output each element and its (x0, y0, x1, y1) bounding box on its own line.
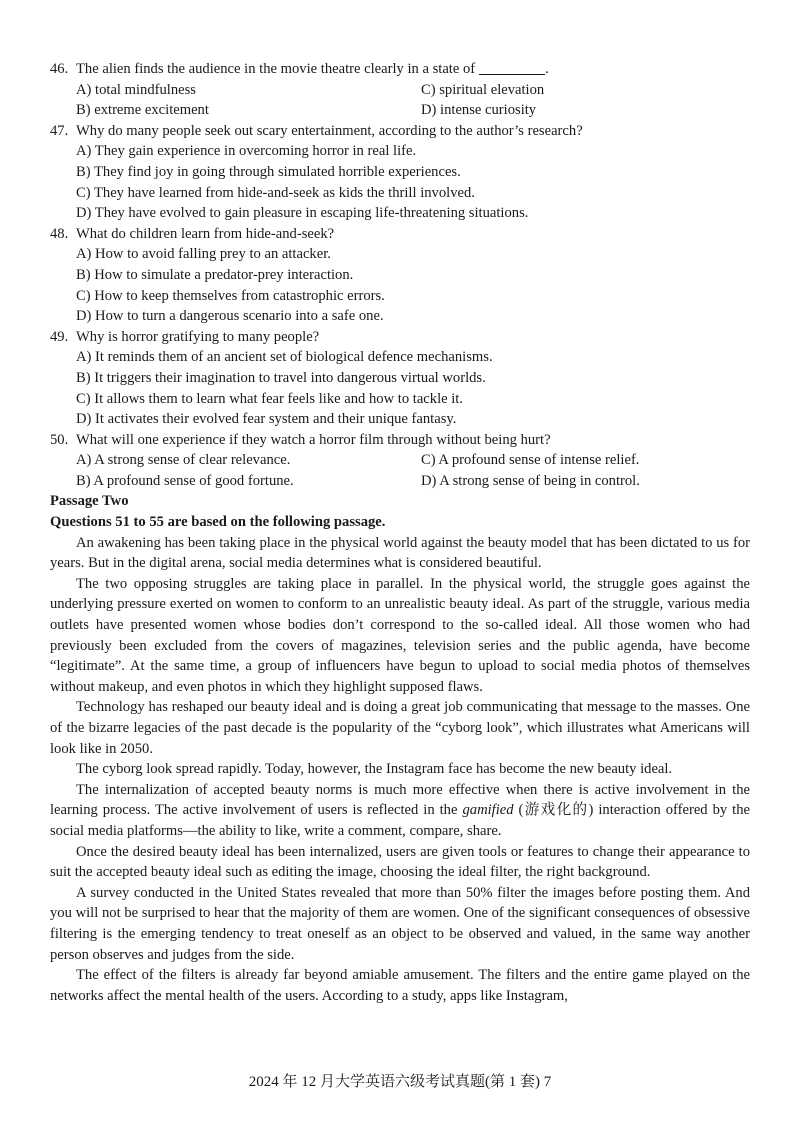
option-d: D) intense curiosity (421, 102, 537, 119)
options-row (50, 450, 750, 471)
gamified-term: gamified (462, 802, 514, 819)
question-number: 46. (50, 61, 69, 77)
paragraph-3: Technology has reshaped our beauty ideal and is doing a great job communicating that message to the masses. One of the bizarre legacies of the past decade is the popularity of the “cyborg look”, which illustrates what Americans will look like in 2050. (50, 699, 750, 757)
question-stem: What do children learn from hide-and-seek? (76, 225, 335, 242)
exam-page (50, 59, 750, 1006)
question-46: 46. The alien finds the audience in the movie theatre clearly in a state of . (50, 59, 750, 80)
option-b: B) How to simulate a predator-prey interaction. (76, 266, 354, 283)
option-c: C) How to keep themselves from catastrophic errors. (76, 287, 385, 304)
option-b: B) A profound sense of good fortune. (76, 472, 294, 489)
paragraph-4: The cyborg look spread rapidly. Today, however, the Instagram face has become the new beauty ideal. (76, 761, 673, 778)
question-stem: The alien finds the audience in the movie theatre clearly in a state of (76, 61, 476, 77)
passage-title: Passage Two (50, 493, 129, 510)
paragraph-1: An awakening has been taking place in the physical world against the beauty model that has been dictated to us for years. But in the digital arena, social media determines what is considered beautiful. (50, 534, 750, 572)
option-c: C) It allows them to learn what fear feels like and how to tackle it. (76, 390, 464, 407)
option-b: B) It triggers their imagination to travel into dangerous virtual worlds. (76, 369, 486, 386)
paragraph-5: The internalization of accepted beauty norms is much more effective when there is active involvement in the learning process. The active involvement of users is reflected in the gamified (游戏化的) interaction offered by the social media platforms—the ability to like, write a comment, compare, share. (50, 781, 751, 839)
paragraph-6: Once the desired beauty ideal has been internalized, users are given tools or features to change their appearance to suit the accepted beauty ideal such as editing the image, choosing the ideal filter, the right background. (50, 843, 750, 881)
option-b: B) extreme excitement (76, 102, 209, 119)
question-49 (50, 327, 750, 348)
option-a: A) total mindfulness (76, 81, 196, 98)
options-row (50, 100, 750, 121)
option-d: D) It activates their evolved fear system and their unique fantasy. (76, 411, 457, 428)
paragraph-8: The effect of the filters is already far beyond amiable amusement. The filters and the entire game played on the networks affect the mental health of the users. According to a study, apps like Instagram, (50, 967, 750, 1004)
page-footer: 2024 年 12 月大学英语六级考试真题(第 1 套) 7 (248, 1074, 552, 1090)
answer-blank (479, 60, 545, 75)
option-b: B) They find joy in going through simulated horrible experiences. (76, 163, 461, 180)
paragraph-7: A survey conducted in the United States revealed that more than 50% filter the images before posting them. And you will not be surprised to hear that the majority of them are women. One of the significant consequences of obsessive filtering is the emerging tendency to treat oneself as an object to be observed and valued, in the same way another person observes and judges from the side. (50, 884, 750, 963)
question-number: 49. (50, 328, 69, 345)
question-stem: Why is horror gratifying to many people? (76, 328, 320, 345)
options-row (50, 80, 750, 101)
question-number: 48. (50, 225, 69, 242)
question-48 (50, 224, 750, 245)
option-c: C) They have learned from hide-and-seek as kids the thrill involved. (76, 184, 475, 201)
option-c: C) spiritual elevation (421, 81, 545, 98)
question-stem: What will one experience if they watch a horror film through without being hurt? (76, 431, 551, 448)
options-row (50, 471, 750, 492)
option-c: C) A profound sense of intense relief. (421, 452, 640, 469)
question-50 (50, 430, 750, 451)
option-a: A) It reminds them of an ancient set of biological defence mechanisms. (76, 349, 493, 366)
question-number: 50. (50, 431, 69, 448)
question-47 (50, 121, 750, 142)
question-stem: Why do many people seek out scary entertainment, according to the author’s research? (76, 122, 583, 139)
question-number: 47. (50, 122, 69, 139)
option-a: A) How to avoid falling prey to an attacker. (76, 246, 331, 263)
option-d: D) A strong sense of being in control. (421, 472, 640, 489)
option-a: A) A strong sense of clear relevance. (76, 452, 291, 469)
option-a: A) They gain experience in overcoming horror in real life. (76, 143, 417, 160)
option-d: D) How to turn a dangerous scenario into a safe one. (76, 308, 384, 325)
paragraph-2: The two opposing struggles are taking place in parallel. In the physical world, the struggle goes against the underlying pressure exerted on women to conform to an unrealistic beauty ideal. As part of the struggle, various media outlets have presented women whose bodies don’t correspond to the so-called ideal. All those women who had previously been excluded from the covers of magazines, television series and the public agenda, have become “legitimate”. At the same time, a group of influencers have begun to upload to social media photos of themselves without makeup, and even photos in which they highlight supposed flaws. (50, 575, 750, 695)
option-d: D) They have evolved to gain pleasure in escaping life-threatening situations. (76, 205, 529, 222)
passage-instruction: Questions 51 to 55 are based on the following passage. (50, 514, 386, 531)
